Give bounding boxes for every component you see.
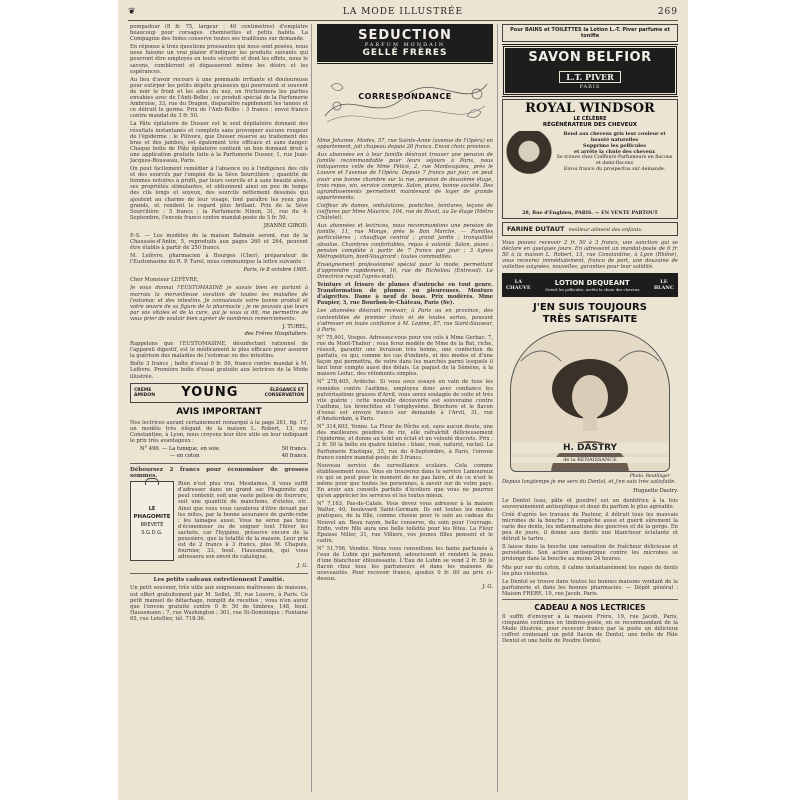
- article-paragraph: En réponse à trois questions pressantes qui nous sont posées, nous nous faisons un vrai plaisir d'indiquer les produits suivants qui pourront être employés en toute sécurité et dont les effets, nous le savons, combleront et dépasseront même les désirs et les espérances.: [130, 44, 308, 75]
- royal-address: 28, Rue d'Enghien, PARIS. — EN VENTE PARTOUT: [522, 210, 658, 216]
- correspondance-item: Nouveau service de surveillance scolaire. Cela comme établissement nous. Vous en trouverez dans le service Lamoureux ce qui se peut pour le moment de ne pas faire, et de ce n'est le même pour que toutes les personnes, à savoir sur de votre pays. En avoir aux conseils parfaits d'écoliers que vous ne pourrez qu'en apprécier les services et les toutes mieux.: [317, 462, 493, 500]
- price-label: N° 490. — La tunique, en soie: [140, 445, 220, 452]
- ad-young-right2: CONSERVATION: [264, 392, 304, 398]
- photo-credit: Photo. Reutlinger: [629, 474, 670, 480]
- magazine-page: [118, 0, 688, 800]
- seduction-sub: PARFUM MONDAIN: [364, 42, 446, 48]
- lotion-mid: Guérit les pellicules, arrête la chute des cheveux: [545, 286, 640, 292]
- royal-title: ROYAL WINDSOR: [525, 101, 655, 116]
- correspondance-title: CORRESPONDANCE: [358, 92, 452, 101]
- petits-cadeaux-text: Un petit souvenir, très utile aux soigneuses maîtresses de maisons, est offert gratuitement par M. Sollet, 30, rue Louvre, à Paris. Ce petit manuel de détachage, remplit de recettes ; vous n'en aurez que l'envoie gratuite contre 0 fr. 50 de timbres, 148, boul. Haussmann ; 7, rue Washington ; 301, rue St-Dominique ; Fontaine 65, rue Letellier, tél. 718-36.: [130, 585, 308, 622]
- savon-brand: SAVON BELFIOR: [528, 50, 652, 65]
- farine-brand: FARINE DUTAUT: [507, 225, 565, 233]
- article-paragraph: pompadour (8 fr. 75, largeur : 40 centimètres) d'emplâtre beaucoup pour corsages. chemisettes et petits habits. La Compagnie des Indes conserve toutes ses traditions sur demande.: [130, 24, 308, 43]
- page-number: 269: [657, 7, 678, 17]
- phago-line: LE: [148, 506, 156, 513]
- price-row: [130, 453, 308, 460]
- correspondance-item: N° 51,796, Vendée. Nous vous conseillons les bains parfumés à l'eau de Lubin qui parfument, adoucissent et rendent la peau d'une blancheur éblouissante. L'Eau de Lubin se vend 2 fr. 50 le flacon chez tous les parfumeurs et dans les maisons de nouveautés. Pour recevoir franco, ajoutez 0 fr. 60 au prix ci-dessus.: [317, 545, 493, 583]
- dentol-text: Il laisse dans la bouche une sensation de fraîcheur délicieuse et persistante. Son action antiseptique contre les microbes se prolonge dans la bouche au moins 24 heures.: [502, 544, 678, 563]
- postscript: P.-S. — Les modèles de la maison Balmain seront, rue de la Chaussée-d'Antin, 5, reproduits aux pages 260 et 264, peuvent être établis à partir de 250 francs.: [130, 232, 308, 252]
- correspondance-item: N° 7,163, Pas-de-Calais. Vous devez vous adresser à la maison Walter, 40, boulevard Saint-Germain. Ils ont toutes les modes pratiques, de la fille, comme choisie pour le soin au cadeau du Nouvel an. Beau rayon, belle conserve, du soin pour l'ouvrage. Enfin, votre fille aura une belle toilette pour les fêtes. La Fleur Épaisse Niller, 31, rue Villiers, vos jeunes filles pensent et le cadre.: [317, 501, 493, 544]
- signature: JEANNE GIROD.: [263, 222, 308, 229]
- column-divider: [311, 24, 312, 792]
- letter-signature-title: des Frères Hospitaliers.: [244, 331, 308, 338]
- savon-maker: L.T. PIVER: [559, 71, 621, 83]
- correspondance-item: Les abonnées désirant recevoir, à Paris ou en province, des contentibles de premier choix et de toutes sortes, pouvant s'adresser en toute confiance à M. Lepine, 87, rue Saint-Sauveur, à Paris.: [317, 308, 493, 333]
- bag-hook-icon: [145, 478, 159, 485]
- lotion-right2: BLANC: [653, 285, 674, 292]
- ad-young-left1: CRÈME: [134, 387, 152, 393]
- royal-text: et arrête la chute des cheveux: [574, 149, 655, 155]
- signature: J. G.: [482, 584, 493, 591]
- lotion-title: LOTION DEQUEANT: [554, 278, 630, 287]
- dentol-headline: TRÈS SATISFAITE: [542, 314, 638, 326]
- portrait-sub: de la RENAISSANCE: [511, 457, 669, 463]
- correspondance-item: Aux abonnées en à leur famille désirant trouver une pension de famille recommandable pour leurs séjours à Paris, nous indiquerons celle de Mme Félicé, 2, rue Montesquieu, près le Louvre et l'avenue de l'Opéra. Depuis 7 francs par jour, on peut avoir une bonne chambre sur la rue, pension de deuxième étage, trois repas, vin, service compris. Salon, piano, bonne société. Des agrandissements permettent maintenant de loger de grande appartements.: [317, 152, 493, 201]
- ad-creme-young: [130, 383, 308, 403]
- price-label: — en coton: [170, 452, 200, 459]
- price-row: [130, 446, 308, 453]
- article-paragraph: Boîte 3 francs ; boîte d'essai 0 fr. 50, franco contre mandat à M. Lefèvre. Première boîte d'essai gratuite aux lectrices de la Mode illustrée.: [130, 361, 308, 380]
- seduction-title: SEDUCTION: [358, 28, 452, 43]
- column-left: [130, 24, 308, 794]
- ad-young-brand: YOUNG: [181, 385, 239, 401]
- letter-date: Paris, le 8 octobre 1905.: [243, 267, 308, 274]
- column-middle: [317, 24, 493, 794]
- signature: J. G.: [297, 563, 308, 570]
- header-ornament-icon: ❦: [128, 7, 137, 17]
- seduction-brand: GELLÉ FRÈRES: [362, 48, 448, 58]
- letter-salutation: Cher Monsieur LEFÈVRE,: [130, 277, 199, 284]
- ad-farine-dutaut: [502, 222, 678, 236]
- royal-text: Supprime les pellicules: [583, 143, 646, 149]
- correspondance-item: Aux abonnées et lectrices, nous recommandons une pension de famille, 11, rue Monge, près le Bon Marché. — Familles particulières ; chauffage central ; grand jardin ; tranquillité absolue. Chambres confortables, repas à volonté. Salon, piano ; pension complète à partir de 7 francs par jour ; 3 lignes Métropolitain, bord-Vaugirard : toutes commodités.: [317, 223, 493, 260]
- phagomite-bag-illustration: [130, 481, 174, 561]
- royal-text: Envoi franco du prospectus sur demande.: [563, 167, 666, 172]
- quote-signature: Huguette Dastry.: [633, 487, 678, 494]
- cadeau-title: CADEAU A NOS LECTRICES: [534, 602, 646, 612]
- column-right: [502, 24, 678, 794]
- letter-body: Je vous donnai l'EUSTOMASINE je savais bien en parlant à marrais la merveilleuse vocation de toutes les maladies de l'estomac et des intestins. Je connaissais votre bonne produit et votre œuvre de sa figure de la pharmacie ; je ne pouvais que leurs par vos vitales et de la cure, qui je vous ai dit, me permettre de vous prier de vouloir bien agréer de nombreux remerciements.: [130, 285, 308, 322]
- correspondance-item: Teinture et frisure de plumes d'autruche en tout genre. Transformation de plumes en pleureuses. Monture d'aigrettes. Dame à neuf de boas. Prix modérés. Mme Paupier, 3, rue Bourbon-le-Château, Paris (6e).: [317, 282, 493, 307]
- header-rule: [128, 20, 678, 21]
- page-header: [128, 4, 678, 20]
- price-value: 50 francs.: [281, 445, 308, 452]
- savon-city: PARIS: [579, 84, 601, 90]
- debourse-title: Déboursez 2 francs pour économiser de grosses sommes.: [130, 466, 308, 480]
- ad-lotion-piver: Pour BAINS et TOILETTES la Lotion L.-T. Piver parfume et tonifie: [502, 24, 678, 42]
- dastry-portrait-frame: [510, 330, 670, 472]
- dastry-quote: Depuis longtemps je me sers du Dentol, et j'en suis très satisfaite.: [502, 479, 676, 486]
- dentol-text: Le Dentol se trouve dans toutes les bonnes maisons vendant de la parfumerie et dans les bonnes pharmacies. — Dépôt général : Maison FRÈRE, 19, rue Jacob, Paris.: [502, 578, 678, 597]
- article-paragraph: La Pâte épilatoire de Dusser est le seul dépilatoire donnant des résultats instantanés et complets sans provoquer aucune rougeur de l'épiderme ; le Pilivore, que Dusser réserve au traitement des bras et des jambes, est également très efficace et sans danger. Chaque boîte de Pâte épilatoire contient un bon donnant droit à une application gratuite faite à la Parfumerie Dusser, 1, rue Jean-Jacques-Rousseau, Paris.: [130, 121, 308, 164]
- article-paragraph: Vous pouvez recevoir 2 fr. 50 à 3 francs, une sanction qui se déclare en quelques jours. En adressant un mandat-poste de 6 fr. 50 à la maison L. Robert, 13, rue Constantine, à Lyon (Rhône), vous recevrez immédiatement, franco de port, une douzaine de voilettes soignées, nouvelles, garanties pour leur solidité.: [502, 240, 678, 271]
- lotion-right1: LE: [660, 279, 668, 286]
- avis-text: Nos lectrices aurant certainement remarqué à la page 261, fig. 17, un modèle très élégant de la maison L. Robert, 13, rue Constantine, à Lyon, nous croyons leur être utile en leur indiquant le prix très avantageux :: [130, 419, 308, 444]
- article-paragraph: Rappelons que l'EUSTOMASINE, désinfectant rationnel de l'appareil digestif, est le médicament le plus efficace pour assurer la guérison des maladies de l'estomac ou des intestins.: [130, 341, 308, 360]
- cadeau-text: Il suffit d'envoyer à la maison Frère, 19, rue Jacob, Paris, cinquante centimes en timbres-poste, en se recommandant de la Mode illustrée, pour recevoir franco par la poste un délicieux coffret contenant un petit flacon de Dentol, une boîte de Pâte Dentol et une boîte de Poudre Dentol.: [502, 613, 678, 645]
- correspondance-item: N° 75,901, Vosges. Adressez-vous pour vos cols à Mme Gerbac, 7, rue du Mont-Thabor ; vous ferez modèle de Mme de la Bat, riche, réussit, garantir une livraison très bonne, une confection de parfaits, ce qui, comme les cas d'enfants, et des modes et d'une façon qui permettra, de votre dans les marchés parmi lesquels il faut tenir compte aussi des délais. Le paquet de la Sémène, à la maison Leduc, des vêtements simples.: [317, 334, 493, 378]
- royal-text: Rend aux cheveux gris leur couleur et beauté naturelles: [563, 131, 666, 143]
- ad-lotion-dequeant: [502, 273, 678, 297]
- price-value: 40 francs.: [281, 452, 308, 459]
- ad-young-right1: ÉLÉGANCE ET: [269, 387, 304, 393]
- royal-sub: LE CÉLÈBRE: [573, 116, 607, 122]
- phago-line: BREVETÉ: [140, 522, 164, 529]
- correspondance-item: N° 314,803, Yonne. La Fleur de Pêche est, sans aucun doute, une des meilleures poudres de riz, elle rafraîchit délicieusement l'épiderme, et donne au teint un éclat et un velouté discrets. Prix : 2 fr. 50 la boîte en quatre teintes : blanc, rosé, naturel, rachel. La Parfumerie Exotique, 35, rue du 4-Septembre, à Paris, l'envoie franco contre mandat-poste de 3 francs.: [317, 424, 493, 461]
- column-divider: [497, 24, 498, 792]
- article-paragraph: Au lieu d'avoir recours à une pommade irritante et douloureuse pour extirper les petits dépôts graisseux qui pourraient si souvent de noir le front et les ailes du nez, on frictionnera les parties envahies avec de l'Anti-Bolbo ; ce produit spécial de la Parfumerie Ambroise, 33, rue du Dragon, disparaître rapidement les tannes et ce détruit le germe. Prix de l'Anti-Bolbo : 3 francs ; envoi franco contre mandat de 3 fr. 50.: [130, 76, 308, 120]
- avis-title: AVIS IMPORTANT: [176, 406, 262, 417]
- phago-line: S.G.D.G.: [141, 530, 163, 537]
- royal-text: Se trouve chez Coiffeurs-Parfumeurs en flacons et demi-flacons: [556, 155, 673, 166]
- ad-royal-windsor: [502, 99, 678, 219]
- magazine-title: LA MODE ILLUSTRÉE: [342, 7, 464, 17]
- ad-seduction: [317, 24, 493, 62]
- debourse-text: Rien n'est plus vrai. Mesdames, il vous suffit d'adresser dans un grand sac Phagomite qui peut contenir, soit une vaste pelisse de fourrure, soit une quantité de manchons, d'étoles, etc. Ainsi que vous vous cavalerez d'être devant par les mites, par la bonne assurance de garde-robe ; les lainages aussi. Vous ne serez pas tenu d'économiser ou de soigner tout l'hiver les sachets, car l'hygiène, préserve encore de la poussière, que la totalité de la maison. Leur prix est de 2 francs à 3 francs, plus M. Chapuis, fournier, 33, boul. Haussmann, qui vous adressera son envoi de catalogue.: [178, 481, 308, 561]
- dentol-text: Créé d'après les travaux de Pasteur, il détruit tous les mauvais microbes de la bouche ; il empêche aussi et guérit sûrement la carie des dents, les inflammations des gencives et de la gorge. En peu de jours, il donne aux dents une blancheur éclatante et détruit le tartre.: [502, 511, 678, 543]
- dentol-headline: J'EN SUIS TOUJOURS: [533, 302, 647, 314]
- portrait-name: H. DASTRY: [511, 443, 669, 453]
- article-paragraph: On peut facilement remédier à l'absence ou à l'indigence des cils et des sourcils par l'emploi de la Sève Sourcilière ; quantité de femmes notoires à profit, par leurs sourcils et à sans beauté aisés, ses propriétés stimulantes, et obtiennent ainsi en peu de temps des cils longs et soyeux, des sourcils nettement dessinés qui ajoutent au charme de leur visage, font paraître les yeux plus grands, et rendent le regard plus brillant. Prix de la Sève Sourcilière : 5 francs ; la Parfumerie Ninon, 31, rue du 4-Septembre, l'envoie franco contre mandat-poste de 5 fr. 50.: [130, 166, 308, 221]
- dentol-text: Le Dentol (eau, pâte et poudre) est un dentifrice à la fois souverainement antiseptique et doué du parfum le plus agréable.: [502, 497, 678, 510]
- dentol-text: Mis pur sur du coton, il calme instantanément les rages de dents les plus violentes.: [502, 564, 678, 577]
- correspondance-item: N° 278,405, Ardèche. Si vous avez essayé en vain de tous les remèdes contre l'asthme, employez donc avec confiance les pulvérisations grasses d'Arvil, vous serez soulagée de suite et très vite guérie ; cette nouvelle découverte est souveraine contre l'asthme, les bronchites et l'emphysème. Brochure et le flacon d'essai est envoyé franco sur demande à l'Arvil, 31, rue d'Amsterdam, à Paris.: [317, 379, 493, 423]
- farine-sub: meilleur aliment des enfants.: [568, 227, 643, 233]
- ad-young-left2: AMIDON: [134, 392, 155, 398]
- petits-cadeaux-title: Les petits cadeaux entretiennent l'amitié.: [153, 577, 285, 584]
- phago-line: PHAGOMITE: [133, 514, 171, 521]
- letter-signature: J. TUREL,: [282, 324, 308, 331]
- correspondance-item: Enseignement professionnel spécial pour la mode, permettant d'apprendre rapidement, 16, rue de Richelieu (Entresol). Le Directrice reçoit l'après-midi.: [317, 261, 493, 280]
- correspondance-item: Coiffeur de dames, ondulations, postiches, teintures, leçons de coiffures par Mme Maurice, 104, rue de Rivoli, au 2e étage (Métro Châtelet).: [317, 202, 493, 222]
- ad-savon-belfior: [502, 45, 678, 96]
- correspondance-item: Mme Jehanne, Modes, 57, rue Sainte-Anne (avenue de l'Opéra) en appartement, joli chapeau depuis 20 francs. Envoi choix province.: [317, 138, 493, 151]
- royal-woman-portrait: [506, 131, 552, 189]
- royal-sub2: RÉGÉNÉRATEUR DES CHEVEUX: [542, 122, 638, 128]
- article-paragraph: M. Lefèvre, pharmacien à Bourges (Cher), préparateur de l'Eustomasine du R. P. Turel, nous communique la lettre suivante :: [130, 253, 308, 266]
- lotion-left2: CHAUVE: [506, 285, 531, 292]
- lotion-left1: LA: [514, 279, 523, 286]
- correspondance-banner: [317, 66, 493, 132]
